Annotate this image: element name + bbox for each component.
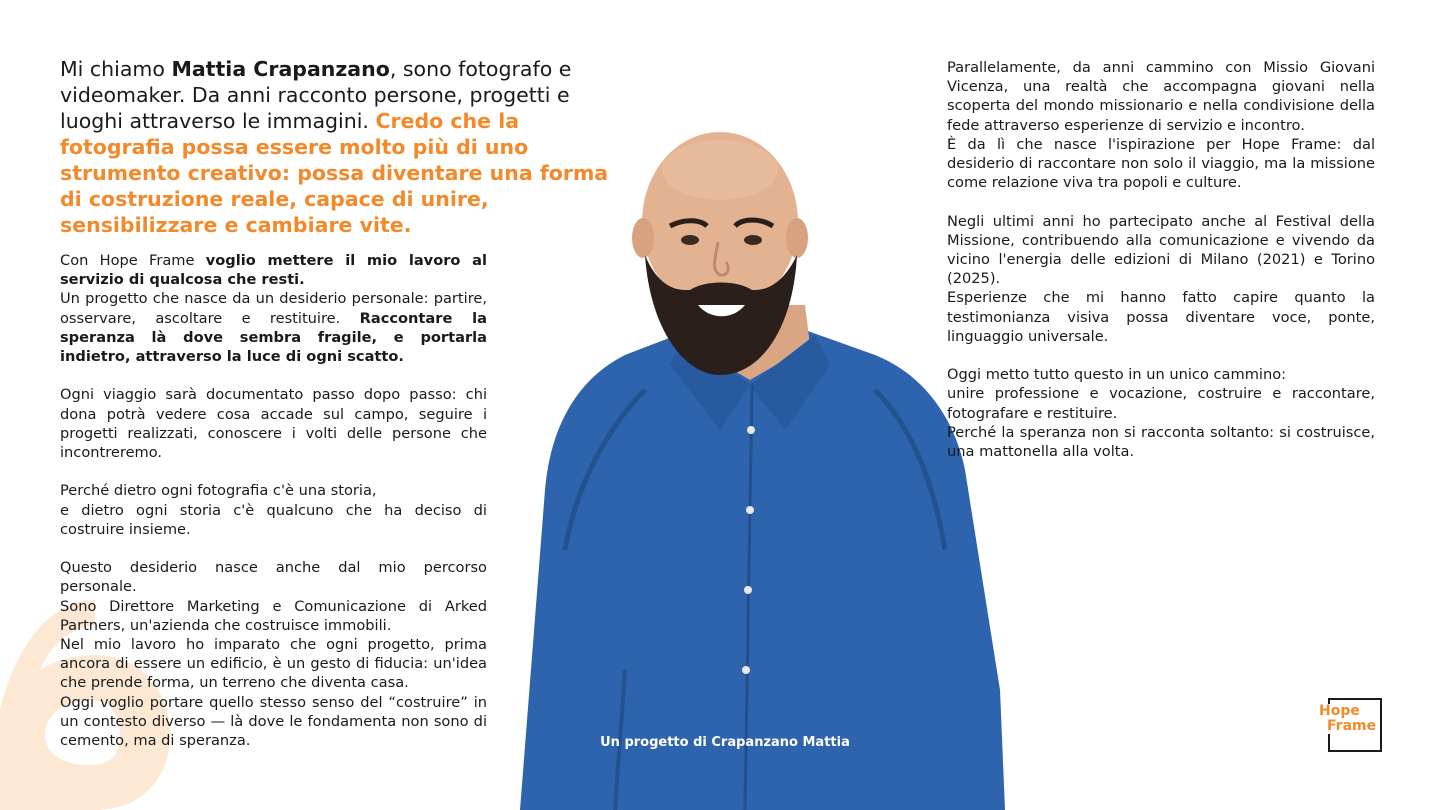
- left-column: [60, 251, 487, 769]
- paragraph-line: Oggi voglio portare quello stesso senso del “costruire” in un contesto diverso — là dove le fondamenta non sono di cemento, ma di speranza.: [60, 693, 487, 750]
- author-name: Mattia Crapanzano: [171, 57, 390, 81]
- right-column: [947, 58, 1375, 480]
- paragraph-line: Questo desiderio nasce anche dal mio percorso personale.: [60, 559, 487, 596]
- paragraph-line: Nel mio lavoro ho imparato che ogni progetto, prima ancora di essere un edificio, è un gesto di fiducia: un'idea che prende forma, un terreno che diventa casa.: [60, 636, 487, 692]
- photo-caption: Un progetto di Crapanzano Mattia: [600, 735, 850, 750]
- paragraph: [60, 481, 487, 539]
- hope-frame-logo: [1318, 698, 1380, 750]
- paragraph: [60, 558, 487, 750]
- text-run: Un progetto che nasce da un desiderio personale: partire, osservare, ascoltare e restituire.: [60, 290, 487, 327]
- paragraph-line: Ogni viaggio sarà documentato passo dopo passo: chi dona potrà vedere cosa accade sul campo, seguire i progetti realizzati, conoscere i volti delle persone che incontreremo.: [60, 386, 487, 462]
- paragraph-line: Parallelamente, da anni cammino con Missio Giovani Vicenza, una realtà che accompagna giovani nella scoperta del mondo missionario e nella condivisione della fede attraverso esperienze di servizio e incontro.: [947, 59, 1375, 134]
- intro-text-1: Mi chiamo: [60, 57, 172, 81]
- paragraph-line: È da lì che nasce l'ispirazione per Hope Frame: dal desiderio di raccontare non solo il viaggio, ma la missione come relazione viva tra popoli e culture.: [947, 135, 1375, 192]
- paragraph-line: [60, 289, 487, 366]
- paragraph-line: unire professione e vocazione, costruire e raccontare, fotografare e restituire.: [947, 385, 1375, 422]
- paragraph: [947, 365, 1375, 461]
- text-run-bold: voglio mettere il mio lavoro al servizio di qualcosa che resti.: [60, 252, 487, 289]
- logo-word-hope: Hope: [1319, 703, 1360, 719]
- portrait-photo: [505, 130, 1015, 810]
- paragraph: [947, 58, 1375, 192]
- paragraph: [60, 385, 487, 462]
- text-run: Con Hope Frame: [60, 252, 206, 269]
- paragraph-line: Perché dietro ogni fotografia c'è una storia,: [60, 482, 377, 500]
- paragraph-line: Esperienze che mi hanno fatto capire quanto la testimonianza visiva possa diventare voce, ponte, linguaggio universale.: [947, 289, 1375, 345]
- paragraph: [60, 251, 487, 366]
- paragraph-line: Perché la speranza non si racconta soltanto: si costruisce, una mattonella alla volta.: [947, 423, 1375, 461]
- paragraph-line: Oggi metto tutto questo in un unico cammino:: [947, 366, 1287, 384]
- intro-text-2: , sono fotografo e videomaker. Da anni racconto persone, progetti e luoghi attraverso le immagini.: [60, 57, 572, 133]
- text-run-bold: Raccontare la speranza là dove sembra fragile, e portarla indietro, attraverso la luce di ogni scatto.: [60, 309, 487, 366]
- paragraph-line: Negli ultimi anni ho partecipato anche al Festival della Missione, contribuendo alla comunicazione e vivendo da vicino l'energia delle edizioni di Milano (2021) e Torino (2025).: [947, 212, 1375, 288]
- paragraph-line: [60, 251, 487, 289]
- paragraph-line: e dietro ogni storia c'è qualcuno che ha deciso di costruire insieme.: [60, 501, 487, 538]
- logo-word-frame: Frame: [1327, 718, 1377, 734]
- paragraph-line: Sono Direttore Marketing e Comunicazione di Arked Partners, un'azienda che costruisce immobili.: [60, 597, 487, 634]
- paragraph: [947, 212, 1375, 346]
- intro-highlight: Credo che la fotografia possa essere molto più di uno strumento creativo: possa diventare una forma di costruzione reale, capace di unire, sensibilizzare e cambiare vite.: [60, 109, 609, 237]
